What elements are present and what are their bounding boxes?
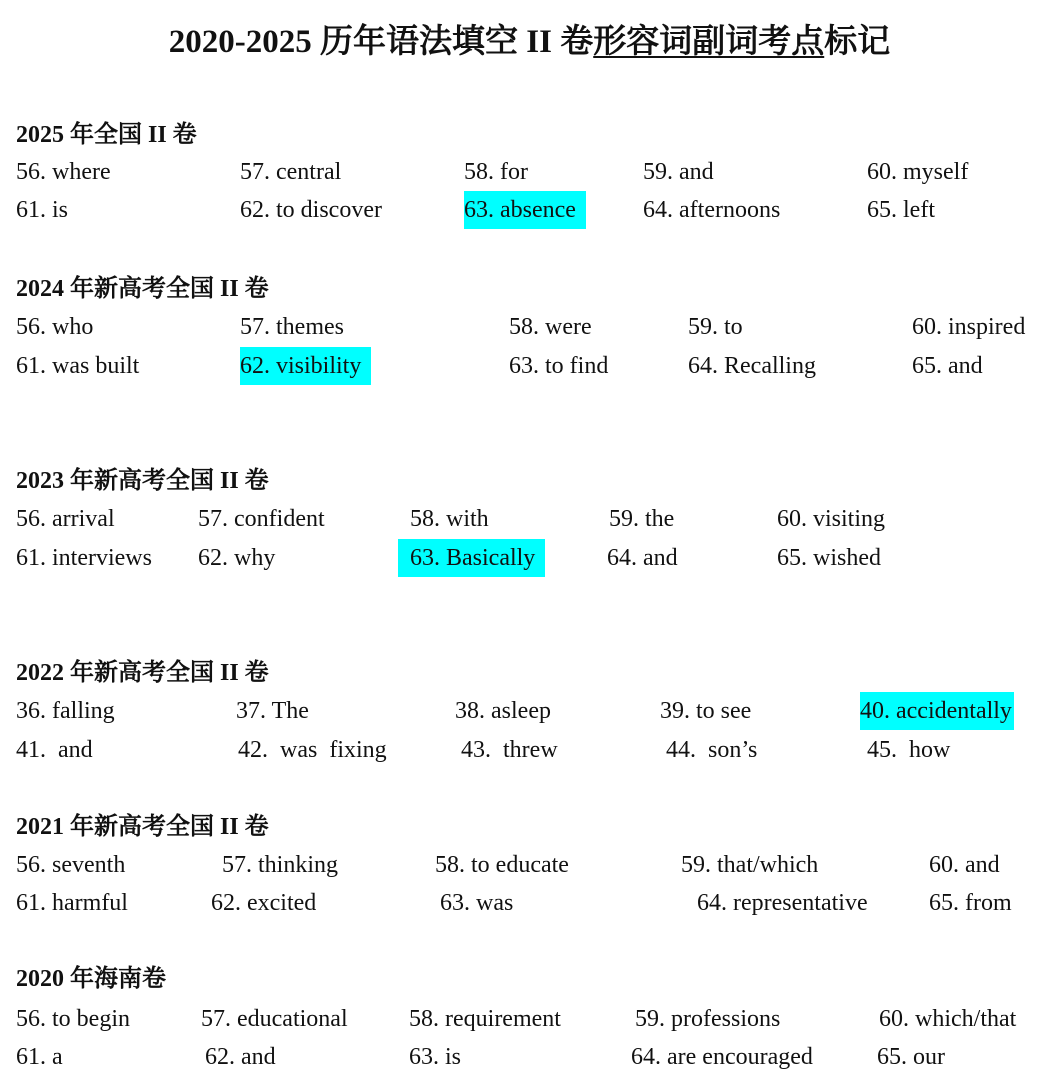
section-heading-2023: 2023 年新高考全国 II 卷 xyxy=(16,468,269,494)
answer-cell: 60. visiting xyxy=(777,506,886,532)
answer-cell: 42. was fixing xyxy=(238,737,387,763)
answer-cell: 63. to find xyxy=(509,353,609,379)
answer-cell: 59. that/which xyxy=(681,852,819,878)
answer-cell: 59. professions xyxy=(635,1006,781,1032)
answer-cell: 63. is xyxy=(409,1044,462,1070)
answer-cell: 58. were xyxy=(509,314,592,340)
answer-cell: 61. harmful xyxy=(16,890,128,916)
answer-cell: 59. and xyxy=(643,159,714,185)
answer-cell: 61. is xyxy=(16,197,69,223)
answer-cell: 65. our xyxy=(877,1044,945,1070)
answer-cell: 60. inspired xyxy=(912,314,1026,340)
section-heading-2020: 2020 年海南卷 xyxy=(16,966,166,992)
answer-cell: 57. confident xyxy=(198,506,325,532)
section-heading-2025: 2025 年全国 II 卷 xyxy=(16,122,197,148)
answer-cell: 57. central xyxy=(240,159,342,185)
answer-cell: 57. educational xyxy=(201,1006,348,1032)
answer-cell: 56. arrival xyxy=(16,506,115,532)
answer-cell: 57. themes xyxy=(240,314,344,340)
answer-cell: 64. Recalling xyxy=(688,353,816,379)
answer-cell: 62. why xyxy=(198,545,276,571)
answer-cell: 60. which/that xyxy=(879,1006,1017,1032)
section-heading-2021: 2021 年新高考全国 II 卷 xyxy=(16,814,269,840)
answer-cell: 58. for xyxy=(464,159,528,185)
answer-cell: 65. from xyxy=(929,890,1012,916)
answer-cell: 65. left xyxy=(867,197,935,223)
answer-cell: 58. to educate xyxy=(435,852,569,878)
answer-cell: 58. with xyxy=(410,506,489,532)
answer-cell: 62. excited xyxy=(211,890,317,916)
answer-cell: 64. are encouraged xyxy=(631,1044,813,1070)
answer-cell: 58. requirement xyxy=(409,1006,561,1032)
answer-cell: 56. to begin xyxy=(16,1006,130,1032)
answer-cell: 64. afternoons xyxy=(643,197,781,223)
highlighted-answer-cell: 62. visibility xyxy=(240,347,371,385)
answer-cell: 61. a xyxy=(16,1044,63,1070)
answer-cell: 59. to xyxy=(688,314,743,340)
section-heading-2024: 2024 年新高考全国 II 卷 xyxy=(16,276,269,302)
highlighted-answer-cell: 40. accidentally xyxy=(860,692,1014,730)
answer-cell: 62. and xyxy=(205,1044,276,1070)
answer-cell: 45. how xyxy=(867,737,951,763)
answer-cell: 65. and xyxy=(912,353,983,379)
answer-cell: 44. son’s xyxy=(666,737,758,763)
section-heading-2022: 2022 年新高考全国 II 卷 xyxy=(16,660,269,686)
highlighted-answer-cell: 63. Basically xyxy=(398,539,545,577)
answer-cell: 43. threw xyxy=(461,737,558,763)
answer-cell: 59. the xyxy=(609,506,675,532)
answer-cell: 38. asleep xyxy=(455,698,551,724)
answer-cell: 64. and xyxy=(607,545,678,571)
title-underlined: 形容词副词考点 xyxy=(593,24,825,60)
answer-cell: 37. The xyxy=(236,698,309,724)
answer-cell: 63. was xyxy=(440,890,514,916)
answer-cell: 41. and xyxy=(16,737,93,763)
page-title xyxy=(0,18,1059,66)
answer-cell: 62. to discover xyxy=(240,197,382,223)
answer-cell: 39. to see xyxy=(660,698,752,724)
answer-cell: 61. was built xyxy=(16,353,140,379)
answer-cell: 60. and xyxy=(929,852,1000,878)
title-suffix: 标记 xyxy=(824,24,891,60)
answer-cell: 57. thinking xyxy=(222,852,339,878)
answer-cell: 56. seventh xyxy=(16,852,126,878)
answer-cell: 60. myself xyxy=(867,159,969,185)
answer-cell: 56. where xyxy=(16,159,111,185)
answer-cell: 61. interviews xyxy=(16,545,152,571)
highlighted-answer-cell: 63. absence xyxy=(464,191,586,229)
answer-cell: 65. wished xyxy=(777,545,881,571)
title-prefix: 2020-2025 历年语法填空 II 卷 xyxy=(168,24,594,60)
answer-cell: 64. representative xyxy=(697,890,868,916)
answer-cell: 36. falling xyxy=(16,698,115,724)
answer-cell: 56. who xyxy=(16,314,94,340)
